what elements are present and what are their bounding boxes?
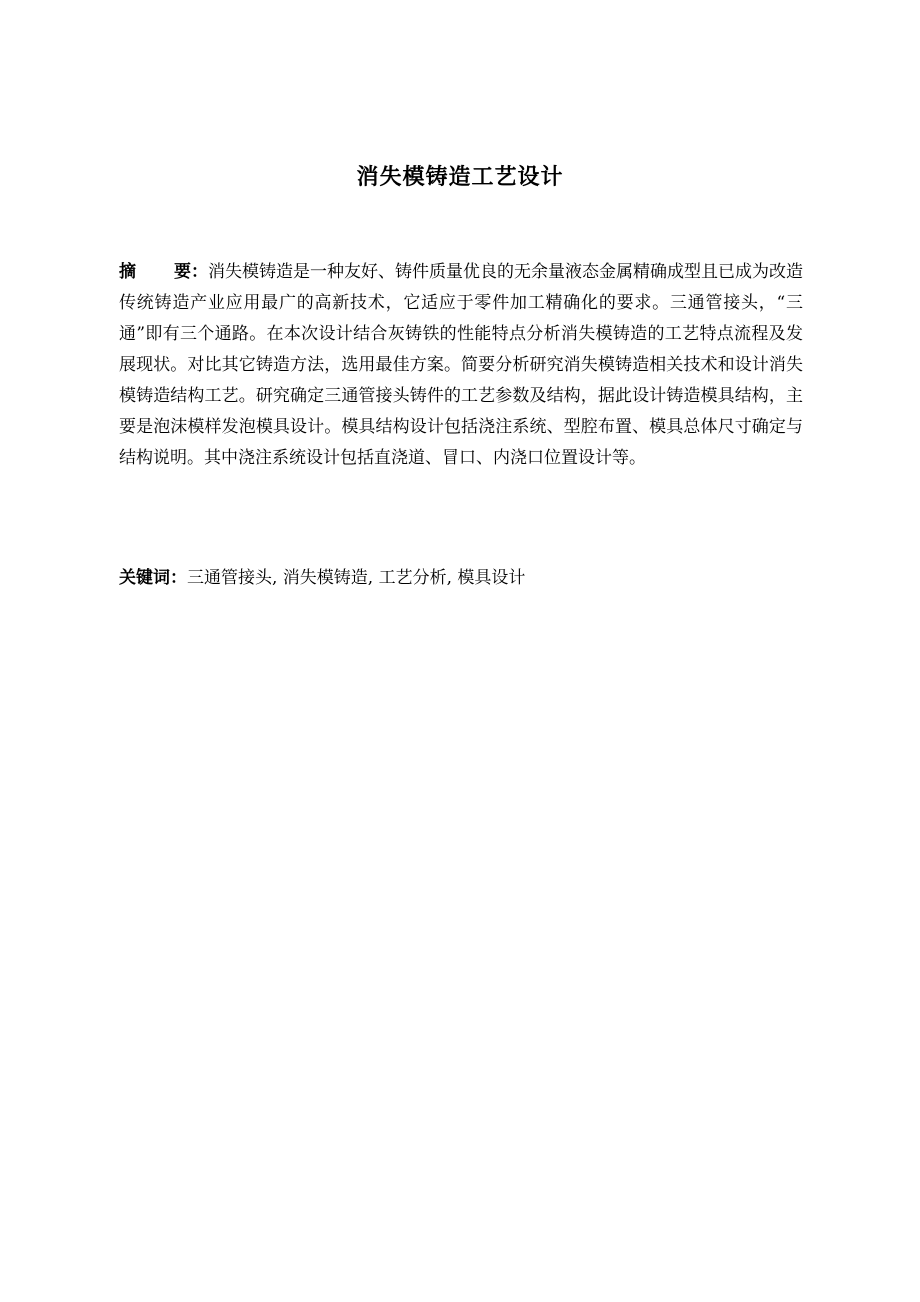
keywords-text: 三通管接头, 消失模铸造, 工艺分析, 模具设计: [187, 568, 526, 588]
document-title: 消失模铸造工艺设计: [356, 165, 564, 190]
abstract-paragraph: [119, 257, 803, 474]
abstract-text: 消失模铸造是一种友好、铸件质量优良的无余量液态金属精确成型且已成为改造传统铸造产业应用最广的高新技术，它适应于零件加工精确化的要求。三通管接头，“三通”即有三个通路。在本次设计结合灰铸铁的性能特点分析消失模铸造的工艺特点流程及发展现状。对比其它铸造方法，选用最佳方案。简要分析研究消失模铸造相关技术和设计消失模铸造结构工艺。研究确定三通管接头铸件的工艺参数及结构，据此设计铸造模具结构，主要是泡沫模样发泡模具设计。模具结构设计包括浇注系统、型腔布置、模具总体尺寸确定与结构说明。其中浇注系统设计包括直浇道、冒口、内浇口位置设计等。: [119, 262, 803, 468]
abstract-label: [119, 262, 208, 282]
keywords-label: 关键词：: [119, 568, 187, 588]
abstract-label-first: 摘: [119, 262, 136, 282]
keywords-line: [119, 563, 803, 594]
abstract-label-second: 要：: [174, 262, 208, 282]
